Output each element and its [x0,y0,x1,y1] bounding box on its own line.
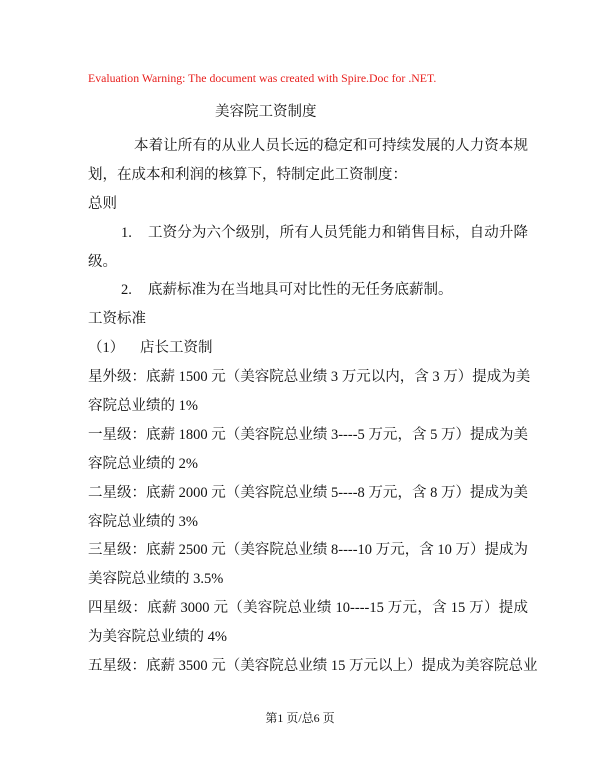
subsection-heading [88,334,528,363]
document-body [88,132,538,681]
document-title: 美容院工资制度 [215,104,317,120]
list-item-continuation: 级。 [88,253,117,270]
list-item-text: 工资分为六个级别，所有人员凭能力和销售目标，自动升降 [148,224,528,241]
salary-level-line: 三星级：底薪 2500 元（美容院总业绩 8----10 万元，含 10 万）提成为 [88,542,528,559]
general-list-item-1 [88,219,528,248]
salary-level-line: 容院总业绩的 1% [88,398,198,415]
salary-level-line: 星外级：底薪 1500 元（美容院总业绩 3 万元以内，含 3 万）提成为美 [88,369,531,386]
intro-paragraph-line: 本着让所有的从业人员长远的稳定和可持续发展的人力资本规 [134,138,528,154]
salary-level-line: 四星级：底薪 3000 元（美容院总业绩 10----15 万元，含 15 万）提成 [88,600,528,617]
section-heading-general: 总则 [88,195,117,212]
salary-level-line: 美容院总业绩的 3.5% [88,571,224,588]
salary-level-line: 一星级：底薪 1800 元（美容院总业绩 3----5 万元，含 5 万）提成为美 [88,426,528,443]
page-number-footer: 第1 页/总6 页 [265,711,335,725]
general-list-item-2 [88,276,528,305]
list-item-text: 底薪标准为在当地具可对比性的无任务底薪制。 [148,282,453,299]
salary-level-line: 容院总业绩的 3% [88,513,198,530]
salary-level-line: 二星级：底薪 2000 元（美容院总业绩 5----8 万元，含 8 万）提成为美 [88,484,528,501]
list-number: 2. [121,282,132,299]
salary-level-line: 容院总业绩的 2% [88,455,198,472]
subsection-number: （1） [88,340,125,357]
evaluation-warning: Evaluation Warning: The document was created with Spire.Doc for .NET. [88,71,437,85]
section-heading-salary-standard: 工资标准 [88,311,146,328]
salary-level-line: 五星级：底薪 3500 元（美容院总业绩 15 万元以上）提成为美容院总业 [88,658,538,675]
intro-paragraph-line: 划，在成本和利润的核算下，特制定此工资制度： [88,166,407,183]
subsection-title: 店长工资制 [140,340,213,357]
list-number: 1. [121,224,132,241]
salary-level-line: 为美容院总业绩的 4% [88,629,227,646]
